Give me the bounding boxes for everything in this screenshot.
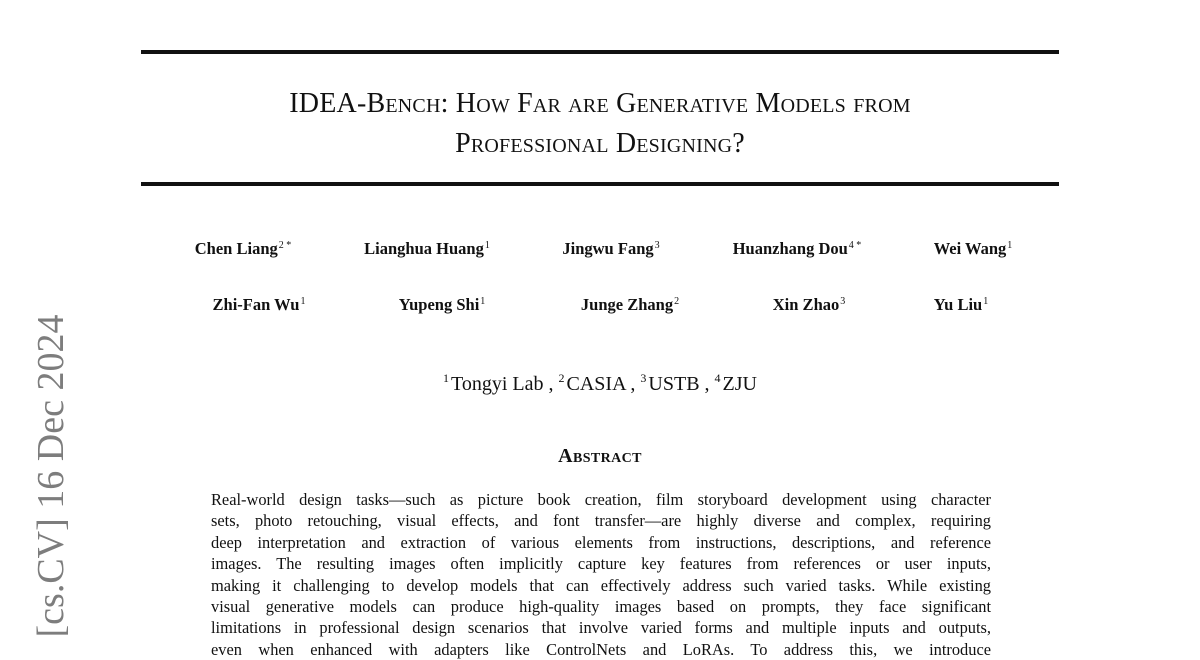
affiliation-name: Tongyi Lab — [451, 373, 544, 395]
affiliation-name: CASIA — [566, 373, 626, 395]
affiliation-name: ZJU — [722, 373, 757, 395]
abstract-line: sets, photo retouching, visual effects, and font transfer—are highly diverse and complex, requiring — [211, 511, 991, 531]
author-name: Yupeng Shi$^1$ — [398, 295, 486, 314]
abstract-line: Real-world design tasks—such as picture book creation, film storyboard development using character — [211, 490, 991, 509]
author-name: Lianghua Huang$^1$ — [364, 239, 490, 258]
abstract-line: visual generative models can produce high-quality images based on prompts, they face significant — [211, 597, 991, 617]
author-name: Wei Wang$^1$ — [933, 239, 1013, 258]
abstract-line: making it challenging to develop models that can effectively address such varied tasks. While existing — [211, 575, 991, 595]
author-name: Xin Zhao$^3$ — [772, 295, 846, 314]
author-name: Yu Liu$^1$ — [933, 295, 989, 314]
author-name: Zhi-Fan Wu$^1$ — [212, 295, 306, 314]
abstract-line: deep interpretation and extraction of various elements from instructions, descriptions, and reference — [211, 532, 991, 552]
author-name: Junge Zhang$^2$ — [580, 295, 680, 314]
paper-title-line-1: IDEA-Bench: How Far are Generative Models from — [289, 88, 911, 119]
title-top-rule — [141, 50, 1059, 54]
abstract-line: even when enhanced with adapters like ControlNets and LoRAs. To address this, we introduce — [211, 639, 991, 659]
abstract-line: images. The resulting images often implicitly capture key features from references or user inputs, — [211, 554, 991, 574]
arxiv-sidebar-stamp: [cs.CV] 16 Dec 2024 — [30, 314, 72, 638]
abstract-heading: Abstract — [558, 445, 642, 467]
abstract-body — [211, 489, 991, 660]
abstract-line: limitations in professional design scenarios that involve varied forms and multiple inputs and outputs, — [211, 618, 991, 638]
affiliations: $^1$ Tongyi Lab , $^2$ CASIA , $^3$ USTB , $^4$ ZJU — [443, 371, 757, 395]
author-name: Jingwu Fang$^3$ — [562, 239, 660, 258]
author-name: Huanzhang Dou$^{4 *}$ — [732, 239, 862, 258]
title-bottom-rule — [141, 182, 1059, 186]
paper-title — [141, 84, 1059, 164]
affiliation-name: USTB — [648, 373, 700, 395]
author-name: Chen Liang$^{2 *}$ — [194, 239, 292, 258]
paper-title-line-2: Professional Designing? — [455, 128, 745, 159]
